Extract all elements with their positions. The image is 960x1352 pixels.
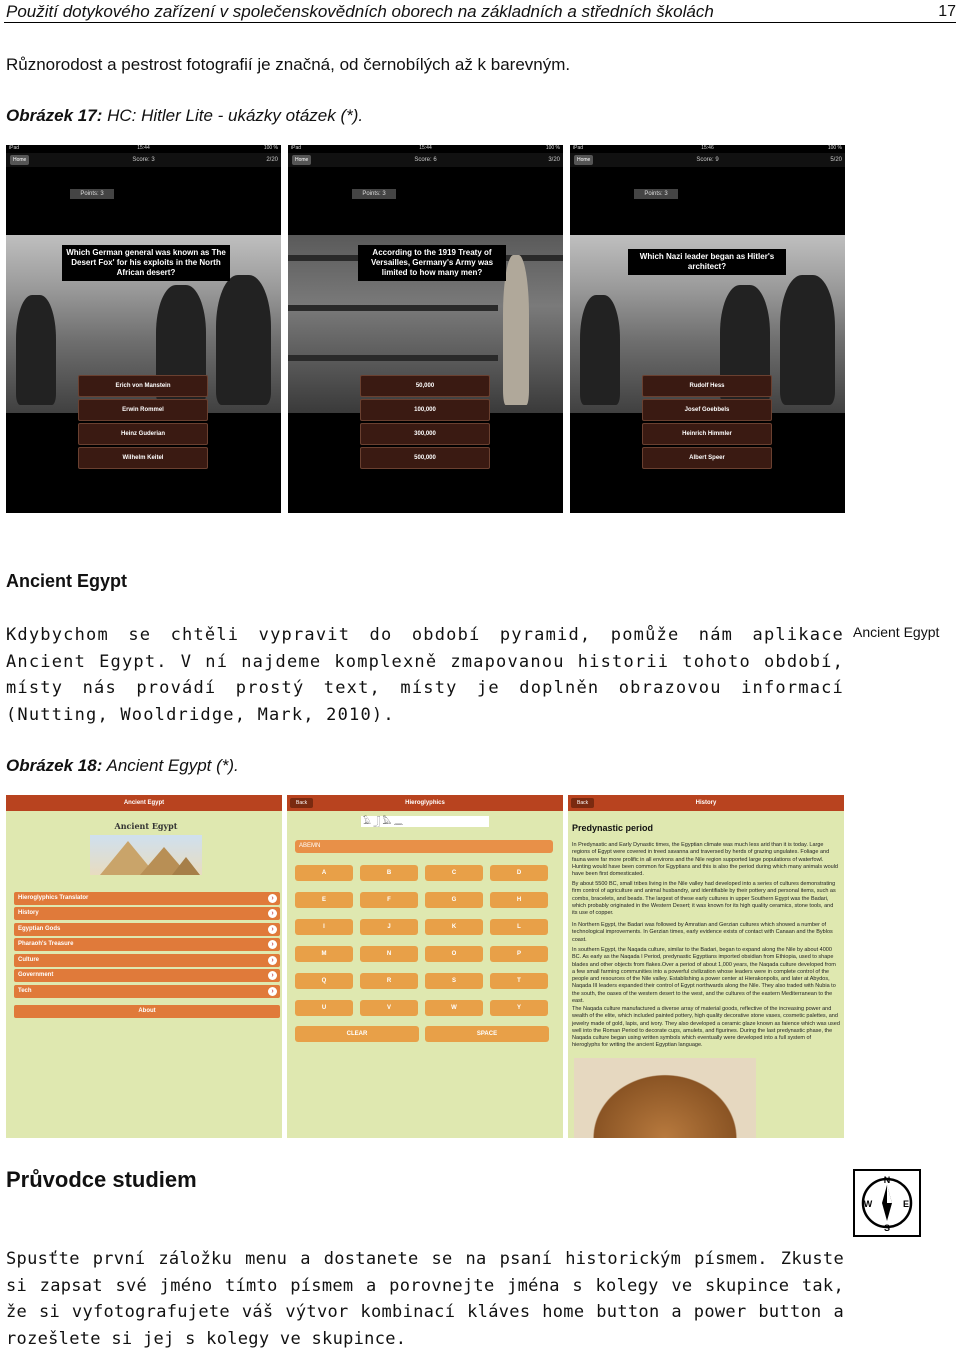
egypt-title-bar xyxy=(568,795,844,811)
question-count: 3/20 xyxy=(548,157,560,163)
status-battery: 100 % xyxy=(827,145,842,151)
status-time: 15:44 xyxy=(137,145,150,151)
photo-soldier-silhouette xyxy=(16,295,56,405)
answer-button[interactable]: Josef Goebbels xyxy=(642,399,772,421)
key-button[interactable]: Q xyxy=(295,973,353,989)
photo-soldier-silhouette xyxy=(780,275,835,405)
menu-item-government[interactable] xyxy=(14,969,280,982)
compass-south-label: S xyxy=(883,1223,891,1233)
figure17-caption xyxy=(6,106,363,126)
menu-item-egyptian-gods[interactable] xyxy=(14,923,280,936)
key-button[interactable]: W xyxy=(425,1000,483,1016)
home-button[interactable]: Home xyxy=(574,155,593,165)
key-button[interactable]: I xyxy=(295,919,353,935)
history-paragraph: In Predynastic and Early Dynastic times, the Egyptian climate was much less arid than it is today. Large regions of Egypt were covered in treed savanna and traversed by herds of grazing ungulates. Foliage and fauna were far more prolific in all environs and the Nile region supported large populations of waterfowl. Hunting would have been common for Egyptians and this is also the period during which many animals would have been first domesticated. xyxy=(572,842,838,878)
status-battery: 100 % xyxy=(263,145,278,151)
question-text: According to the 1919 Treaty of Versailles, Germany's Army was limited to how many men? xyxy=(358,245,506,281)
key-button[interactable]: S xyxy=(425,973,483,989)
compass-west-label: W xyxy=(863,1199,873,1209)
menu-item-label: Pharaoh's Treasure xyxy=(18,941,74,947)
status-bar xyxy=(6,145,281,153)
history-paragraph: By about 5500 BC, small tribes living in the Nile valley had developed into a series of cultures demonstrating firm control of agriculture and animal husbandry, and identifiable by their pottery and personal items, such as combs, bracelets, and beads. The largest of these early cultures in upper Southern Egypt was the Badari, which probably originated in the Western Desert; it was known for its high quality ceramics, stone tools, and its use of copper. xyxy=(572,881,836,917)
menu-item-label: History xyxy=(18,910,39,916)
about-button[interactable]: About xyxy=(14,1005,280,1018)
quiz-top-bar xyxy=(6,153,281,167)
quiz-top-bar xyxy=(570,153,845,167)
egypt-history-screen xyxy=(568,795,844,1138)
points-badge: Points: 3 xyxy=(352,189,396,199)
menu-item-label: Egyptian Gods xyxy=(18,926,61,932)
status-bar xyxy=(288,145,563,153)
egypt-hieroglyphics-screen xyxy=(287,795,563,1138)
answer-button[interactable]: Heinz Guderian xyxy=(78,423,208,445)
history-heading: Predynastic period xyxy=(572,823,654,833)
score-label: Score: 3 xyxy=(132,157,155,163)
status-time: 15:46 xyxy=(701,145,714,151)
key-button[interactable]: T xyxy=(490,973,548,989)
answer-button[interactable]: Rudolf Hess xyxy=(642,375,772,397)
chevron-right-icon: › xyxy=(268,987,277,996)
status-bar xyxy=(570,145,845,153)
key-button[interactable]: M xyxy=(295,946,353,962)
question-count: 2/20 xyxy=(266,157,278,163)
answer-button[interactable]: Erwin Rommel xyxy=(78,399,208,421)
quiz-screen-3 xyxy=(570,145,845,513)
photo-soldier-silhouette xyxy=(216,275,271,405)
section-heading-ancient-egypt: Ancient Egypt xyxy=(6,571,128,591)
answer-button[interactable]: 500,000 xyxy=(360,447,490,469)
ancient-egypt-paragraph: Kdybychom se chtěli vypravit do období pyramid, pomůže nám aplikace Ancient Egypt. V ní najdeme komplexně zmapovanou historii tohoto období, místy nás provádí prostý text, místy je doplněn obrazovou informací (Nutting, Wooldridge, Mark, 2010). xyxy=(6,625,844,725)
menu-item-history[interactable] xyxy=(14,907,280,920)
answer-button[interactable]: Erich von Manstein xyxy=(78,375,208,397)
space-button[interactable]: SPACE xyxy=(425,1026,549,1042)
key-button[interactable]: U xyxy=(295,1000,353,1016)
margin-note: Ancient Egypt xyxy=(853,624,940,640)
back-button[interactable]: Back xyxy=(571,798,594,808)
figure18-caption-label: Obrázek 18: xyxy=(6,756,103,775)
key-button[interactable]: O xyxy=(425,946,483,962)
egypt-title-bar: Ancient Egypt xyxy=(6,795,282,811)
key-button[interactable]: L xyxy=(490,919,548,935)
study-guide-paragraph: Spusťte první záložku menu a dostanete se na psaní historickým písmem. Zkuste si zapsat své jméno tímto písmem a porovnejte jména s kolegy ve skupince tak, že si vyfotografujete váš výtvor kombinací kláves home button a power button a rozešlete si jej s kolegy ve skupince. xyxy=(6,1249,844,1349)
key-button[interactable]: Y xyxy=(490,1000,548,1016)
menu-item-tech[interactable] xyxy=(14,985,280,998)
menu-item-pharaohs-treasure[interactable] xyxy=(14,938,280,951)
status-battery: 100 % xyxy=(545,145,560,151)
key-button[interactable]: P xyxy=(490,946,548,962)
status-device: iPad xyxy=(573,145,584,151)
key-button[interactable]: J xyxy=(360,919,418,935)
egypt-menu-screen xyxy=(6,795,282,1138)
answer-button[interactable]: 50,000 xyxy=(360,375,490,397)
quiz-screen-2 xyxy=(288,145,563,513)
menu-item-label: Hieroglyphics Translator xyxy=(18,895,89,901)
quiz-screen-1 xyxy=(6,145,281,513)
menu-item-culture[interactable] xyxy=(14,954,280,967)
answer-button[interactable]: 300,000 xyxy=(360,423,490,445)
key-button[interactable]: R xyxy=(360,973,418,989)
hieroglyph-output: 𓄿 𓃀 𓅓 𓈖 xyxy=(361,816,489,827)
photo-bunk-shelf xyxy=(288,305,498,311)
score-label: Score: 9 xyxy=(696,157,719,163)
pyramids-icon xyxy=(90,835,202,875)
key-button[interactable]: C xyxy=(425,865,483,881)
key-button[interactable]: F xyxy=(360,892,418,908)
menu-item-label: Government xyxy=(18,972,54,978)
status-device: iPad xyxy=(291,145,302,151)
key-button[interactable]: G xyxy=(425,892,483,908)
back-button[interactable]: Back xyxy=(290,798,313,808)
pyramids-image xyxy=(90,835,202,875)
answer-button[interactable]: 100,000 xyxy=(360,399,490,421)
egypt-logo-text: Ancient Egypt xyxy=(114,821,178,831)
egypt-title-bar xyxy=(287,795,563,811)
menu-item-hieroglyphics-translator[interactable] xyxy=(14,892,280,905)
clear-button[interactable]: CLEAR xyxy=(295,1026,419,1042)
egypt-title: Hieroglyphics xyxy=(405,800,445,806)
figure18-caption-text: Ancient Egypt (*). xyxy=(102,756,239,775)
photo-bunk-shelf xyxy=(288,355,498,361)
figure18-caption xyxy=(6,756,239,776)
photo-standing-prisoner xyxy=(503,255,529,405)
menu-item-label: Culture xyxy=(18,957,39,963)
chevron-right-icon: › xyxy=(268,894,277,903)
answer-button[interactable]: Wilhelm Keitel xyxy=(78,447,208,469)
chevron-right-icon: › xyxy=(268,909,277,918)
header-divider xyxy=(4,22,956,23)
question-text: Which Nazi leader began as Hitler's architect? xyxy=(628,249,786,275)
history-paragraph: In Northern Egypt, the Badari was followed by Amratian and Gerzian cultures which showed a number of technological improvements. In Gerzian times, early evidence exists of contact with Canaan and the Byblos coast. xyxy=(572,922,833,943)
score-label: Score: 6 xyxy=(414,157,437,163)
key-button[interactable]: V xyxy=(360,1000,418,1016)
key-button[interactable]: H xyxy=(490,892,548,908)
answer-button[interactable]: Heinrich Himmler xyxy=(642,423,772,445)
page-number: 17 xyxy=(938,3,956,20)
photo-soldier-silhouette xyxy=(580,295,620,405)
menu-item-label: Tech xyxy=(18,988,32,994)
compass-icon xyxy=(853,1169,921,1237)
compass-east-label: E xyxy=(902,1199,910,1209)
study-guide-heading: Průvodce studiem xyxy=(6,1167,197,1192)
home-button[interactable]: Home xyxy=(292,155,311,165)
status-device: iPad xyxy=(9,145,20,151)
chevron-right-icon: › xyxy=(268,940,277,949)
history-paragraph: The Naqada culture manufactured a diverse array of material goods, reflective of the increasing power and wealth of the elite, which included painted pottery, high quality decorative stone vases, cosmetic palettes, and jewelry made of gold, lapis, and ivory. They also developed a ceramic glaze known as faience which was used well into the Roman Period to decorate cups, amulets, and figurines. During the last predynastic phase, the Naqada culture began using written symbols which eventually were developed into a full system of hieroglyphs for writing the ancient Egyptian language. xyxy=(572,1006,840,1049)
pottery-image xyxy=(574,1058,756,1138)
question-count: 5/20 xyxy=(830,157,842,163)
quiz-top-bar xyxy=(288,153,563,167)
points-badge: Points: 3 xyxy=(634,189,678,199)
status-time: 15:44 xyxy=(419,145,432,151)
key-button[interactable]: D xyxy=(490,865,548,881)
key-button[interactable]: B xyxy=(360,865,418,881)
egypt-title: History xyxy=(695,800,717,806)
chevron-right-icon: › xyxy=(268,956,277,965)
letters-input[interactable]: ABEMN xyxy=(295,840,553,853)
question-text: Which German general was known as The Desert Fox' for his exploits in the North African desert? xyxy=(62,245,230,281)
compass-north-label: N xyxy=(883,1175,891,1185)
chevron-right-icon: › xyxy=(268,971,277,980)
figure17-caption-label: Obrázek 17: xyxy=(6,106,103,125)
figure17-caption-text: HC: Hitler Lite - ukázky otázek (*). xyxy=(102,106,364,125)
key-button[interactable]: N xyxy=(360,946,418,962)
history-paragraph: In southern Egypt, the Naqada culture, similar to the Badari, began to expand along the Nile by about 4000 BC. As early as the Naqada I Period, predynastic Egyptians imported obsidian from Ethiopia, used to shape blades and other objects from flakes.Over a period of about 1,000 years, the Naqada culture developed from a few small farming communities into a powerful civilization whose leaders were in complete control of the people and resources of the Nile valley. Establishing a power center at Hierakonpolis, and later at Abydos, Naqada III leaders expanded their control of Egypt northwards along the Nile. They also traded with Nubia to the south, the oases of the western desert to the west, and the cultures of the eastern Mediterranean to the east. xyxy=(572,947,836,1005)
key-button[interactable]: K xyxy=(425,919,483,935)
home-button[interactable]: Home xyxy=(10,155,29,165)
running-header-title: Použití dotykového zařízení v společenskovědních oborech na základních a středních školách xyxy=(6,2,714,21)
intro-text: Různorodost a pestrost fotografií je značná, od černobílých až k barevným. xyxy=(6,55,571,74)
answer-button[interactable]: Albert Speer xyxy=(642,447,772,469)
key-button[interactable]: E xyxy=(295,892,353,908)
chevron-right-icon: › xyxy=(268,925,277,934)
points-badge: Points: 3 xyxy=(70,189,114,199)
key-button[interactable]: A xyxy=(295,865,353,881)
